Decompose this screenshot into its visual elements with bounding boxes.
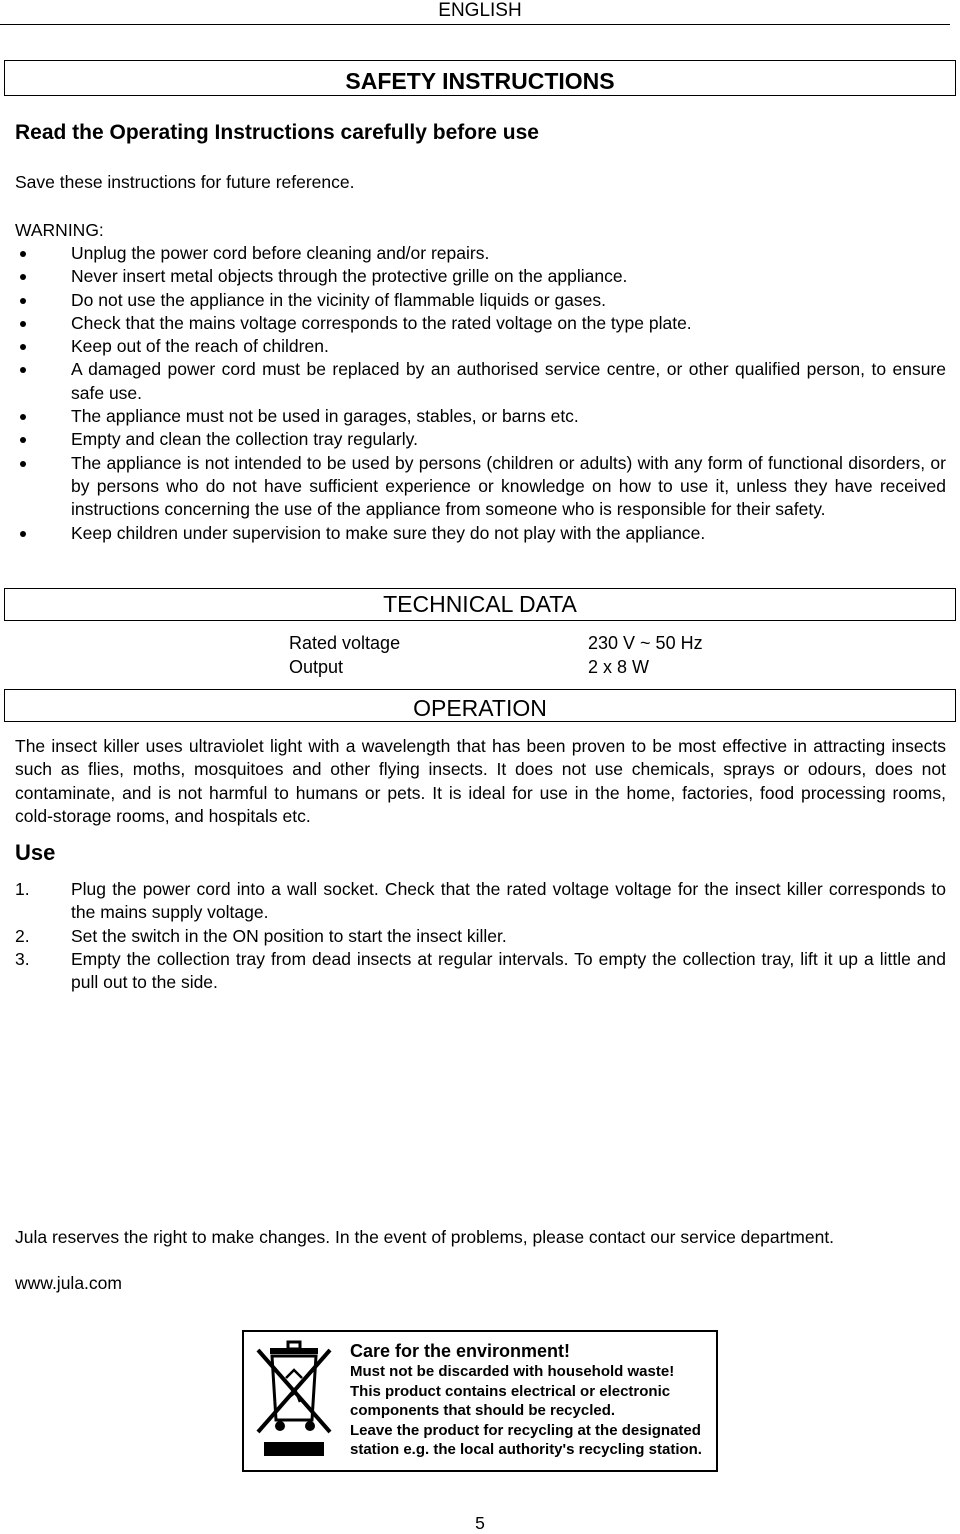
warning-item (15, 405, 946, 428)
step-number: 2. (15, 925, 30, 946)
warning-item (15, 428, 946, 451)
bullet-icon (20, 437, 26, 443)
bullet-icon (20, 321, 26, 327)
step-text: Empty the collection tray from dead insects at regular intervals. To empty the collection tray, lift it up a little and pull out to the side. (71, 948, 946, 993)
usage-step (15, 948, 946, 995)
warning-item (15, 265, 946, 288)
spec-value: 230 V ~ 50 Hz (588, 633, 703, 653)
crossed-out-wheelie-bin-icon (252, 1336, 336, 1466)
usage-step (15, 878, 946, 925)
warning-text: Empty and clean the collection tray regularly. (71, 429, 418, 450)
save-instructions-note: Save these instructions for future reference. (15, 172, 355, 192)
language-label: ENGLISH (438, 0, 522, 21)
bullet-icon (20, 274, 26, 280)
usage-step (15, 925, 946, 948)
environment-notice-line: Leave the product for recycling at the designated station e.g. the local authority's recycling station. (350, 1421, 702, 1458)
warning-text: Never insert metal objects through the protective grille on the appliance. (71, 266, 628, 287)
spec-value: 2 x 8 W (588, 657, 650, 677)
spec-label: Output (289, 657, 344, 677)
step-number: 3. (15, 948, 30, 969)
environment-notice-line: This product contains electrical or electronic components that should be recycled. (350, 1382, 671, 1419)
warning-item (15, 358, 946, 405)
usage-steps (15, 878, 946, 994)
warning-item (15, 335, 946, 358)
step-text: Plug the power cord into a wall socket. Check that the rated voltage voltage for the insect killer corresponds to the mains supply voltage. (71, 879, 946, 923)
safety-instructions-heading: SAFETY INSTRUCTIONS (4, 60, 956, 96)
page-number: 5 (475, 1513, 485, 1533)
step-text: Set the switch in the ON position to start the insect killer. (71, 925, 507, 946)
warning-item (15, 242, 946, 265)
warning-item (15, 452, 946, 522)
warning-text: Check that the mains voltage corresponds to the rated voltage on the type plate. (71, 312, 692, 333)
bullet-icon (20, 367, 26, 373)
bullet-icon (20, 414, 26, 420)
warning-text: Unplug the power cord before cleaning and/or repairs. (71, 243, 490, 263)
operation-paragraph: The insect killer uses ultraviolet light with a wavelength that has been proven to be most effective in attracting insects such as flies, moths, mosquitoes and other flying insects. It does not use chemicals, sprays or odours, does not contaminate, and is not harmful to humans or pets. It is ideal for use in the home, factories, food processing rooms, cold-storage rooms, and hospitals etc. (15, 736, 946, 826)
read-instructions-heading: Read the Operating Instructions carefully before use (15, 121, 539, 144)
operation-heading: OPERATION (4, 689, 956, 722)
bullet-icon (20, 461, 26, 467)
website-link[interactable]: www.jula.com (15, 1273, 122, 1293)
bullet-icon (20, 251, 26, 257)
warning-label: WARNING: (15, 220, 104, 240)
warning-text: The appliance must not be used in garages, stables, or barns etc. (71, 406, 579, 427)
header-rule (0, 24, 950, 25)
warning-item (15, 312, 946, 335)
warning-item (15, 522, 946, 545)
bullet-icon (20, 298, 26, 304)
warning-text: The appliance is not intended to be used by persons (children or adults) with any form of functional disorders, or by persons who do not have sufficient experience or knowledge on how to use it, unless they have received instructions concerning the use of the appliance from someone who is responsible for their safety. (71, 452, 946, 520)
use-heading: Use (15, 840, 56, 865)
warning-text: Do not use the appliance in the vicinity of flammable liquids or gases. (71, 289, 607, 310)
warning-text: Keep out of the reach of children. (71, 336, 329, 357)
warning-text: A damaged power cord must be replaced by an authorised service centre, or other qualified person, to ensure safe use. (71, 359, 946, 403)
bullet-icon (20, 344, 26, 350)
spec-label: Rated voltage (289, 633, 401, 653)
bullet-icon (20, 531, 26, 537)
step-number: 1. (15, 879, 30, 899)
environment-notice-line: Must not be discarded with household waste! (350, 1363, 675, 1380)
warning-text: Keep children under supervision to make sure they do not play with the appliance. (71, 522, 706, 543)
disclaimer-note: Jula reserves the right to make changes. In the event of problems, please contact our service department. (15, 1227, 835, 1247)
technical-data-heading: TECHNICAL DATA (4, 588, 956, 621)
warning-item (15, 289, 946, 312)
warning-list (15, 242, 946, 545)
environment-notice-text (350, 1340, 712, 1460)
environment-notice-title: Care for the environment! (350, 1341, 571, 1361)
